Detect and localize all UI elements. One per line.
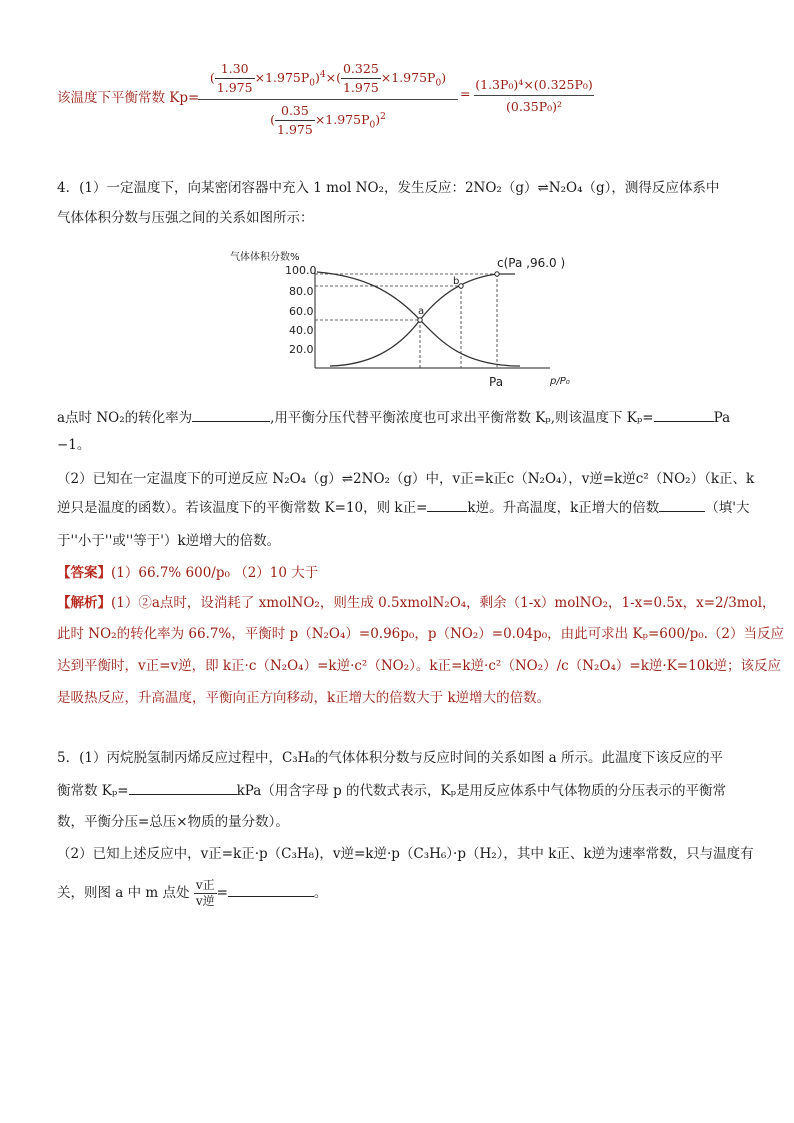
kp-big-fraction: [198, 60, 458, 139]
point-b-label: b: [453, 276, 460, 287]
guide-lines: [315, 274, 497, 368]
analysis-line-4: 是吸热反应，升高温度，平衡向正方向移动，k正增大的倍数大于 k逆增大的倍数。: [57, 690, 551, 706]
q4-line-4: −1。: [57, 437, 91, 453]
blank-kp-q5: [129, 780, 237, 795]
q4-line-3: a点时 NO₂的转化率为 ,用平衡分压代替平衡浓度也可求出平衡常数 Kₚ,则该温度下 Kₚ= Pa: [57, 407, 730, 428]
frac-3: $\frac{0.35}{1.975}$: [277, 103, 313, 137]
blank-compare: [659, 497, 705, 512]
y-tick-40: 40.0: [289, 324, 314, 337]
chart-ylabel: 气体体积分数%: [230, 252, 300, 263]
kp-result-denominator: (0.35P₀)²: [505, 99, 563, 114]
blank-kp: [654, 407, 714, 422]
equals-sign: =: [460, 86, 471, 101]
y-tick-100: 100.0: [285, 264, 317, 277]
blank-rate-ratio: [228, 882, 314, 897]
q5-line-2: 衡常数 Kₚ= kPa（用含字母 p 的代数式表示，Kₚ是用反应体系中气体物质的分压表示的平衡常: [57, 780, 726, 801]
point-a: [418, 318, 422, 322]
kp-result-numerator: (1.3P₀)⁴×(0.325P₀): [475, 77, 593, 92]
analysis-line-3: 达到平衡时，v正=v逆，即 k正·c（N₂O₄）=k逆·c²（NO₂）。k正=k逆·c²（NO₂）/c（N₂O₄）=k逆·K=10k逆；该反应: [57, 658, 781, 674]
q5-line-5: 关，则图 a 中 m 点处 $\frac{\text{v正}}{\text{v逆}}$ = 。: [57, 878, 328, 908]
y-tick-labels: [285, 264, 317, 356]
analysis-line-1: 【解析】(1）②a点时，设消耗了 xmolNO₂，则生成 0.5xmolN₂O₄，剩余（1-x）molNO₂，1-x=0.5x，x=2/3mol，: [57, 595, 776, 611]
y-tick-60: 60.0: [289, 305, 314, 318]
x-unit-label: Pa: [489, 375, 504, 389]
answer-line: 【答案】(1）66.7% 600/p₀ （2）10 大于: [57, 565, 319, 581]
y-tick-80: 80.0: [289, 285, 314, 298]
q4-line-1: 4．(1）一定温度下，向某密闭容器中充入 1 mol NO₂，发生反应：2NO₂（g）⇌N₂O₄（g），测得反应体系中: [57, 180, 720, 196]
rate-ratio-fraction: $\frac{\text{v正}}{\text{v逆}}$: [195, 878, 215, 908]
volume-fraction-chart: [225, 248, 595, 393]
q4-part2-line-3: 于''小于''或''等于'）k逆增大的倍数。: [57, 533, 281, 549]
q4-part2-line-1: （2）已知在一定温度下的可逆反应 N₂O₄（g）⇌2NO₂（g）中，v正=k正c（N₂O₄），v逆=k逆c²（NO₂）（k正、k: [57, 471, 755, 487]
point-a-label: a: [418, 306, 425, 317]
point-c-label: c(Pa ,96.0 ): [497, 256, 566, 270]
kp-big-denominator: ( $\frac{0.35}{1.975}$ $\times 1.975P_0)^2$: [270, 103, 386, 137]
blank-conversion: [192, 407, 270, 422]
q4-part2-line-2: 逆只是温度的函数）。若该温度下的平衡常数 K=10，则 k正= k逆。升高温度，k正增大的倍数 （填'大: [57, 497, 750, 518]
analysis-line-2: 此时 NO₂的转化率为 66.7%，平衡时 p（N₂O₄）=0.96p₀，p（NO₂）=0.04p₀，由此可求出 Kₚ=600/p₀.（2）当反应: [57, 626, 785, 642]
frac-1: $\frac{1.30}{1.975}$: [216, 61, 253, 95]
kp-result-fraction: [474, 77, 594, 114]
q5-line-1: 5．(1）丙烷脱氢制丙烯反应过程中，C₃H₈的气体体积分数与反应时间的关系如图 a 所示。此温度下该反应的平: [57, 750, 724, 766]
q5-line-3: 数，平衡分压=总压×物质的量分数）。: [57, 814, 289, 830]
point-c: [495, 272, 499, 276]
q5-line-4: （2）已知上述反应中，v正=k正·p（C₃H₈)，v逆=k逆·p（C₃H₆）·p（H₂），其中 k正、k逆为速率常数，只与温度有: [57, 846, 754, 862]
kp-lead: 该温度下平衡常数 Kp=: [57, 90, 200, 106]
kp-main-bar: [198, 99, 458, 100]
chart-xlabel: p/P₀: [550, 376, 570, 387]
kp-big-numerator: ( $\frac{1.30}{1.975}$ $\times 1.975P_0)^4\times$( $\frac{0.325}{1.975}$ $\times 1.975P_0$): [209, 61, 447, 95]
y-tick-20: 20.0: [289, 343, 314, 356]
blank-k-ratio: [427, 497, 467, 512]
point-b: [459, 284, 463, 288]
q4-line-2: 气体体积分数与压强之间的关系如图所示：: [57, 210, 314, 226]
frac-2: $\frac{0.325}{1.975}$: [342, 61, 379, 95]
